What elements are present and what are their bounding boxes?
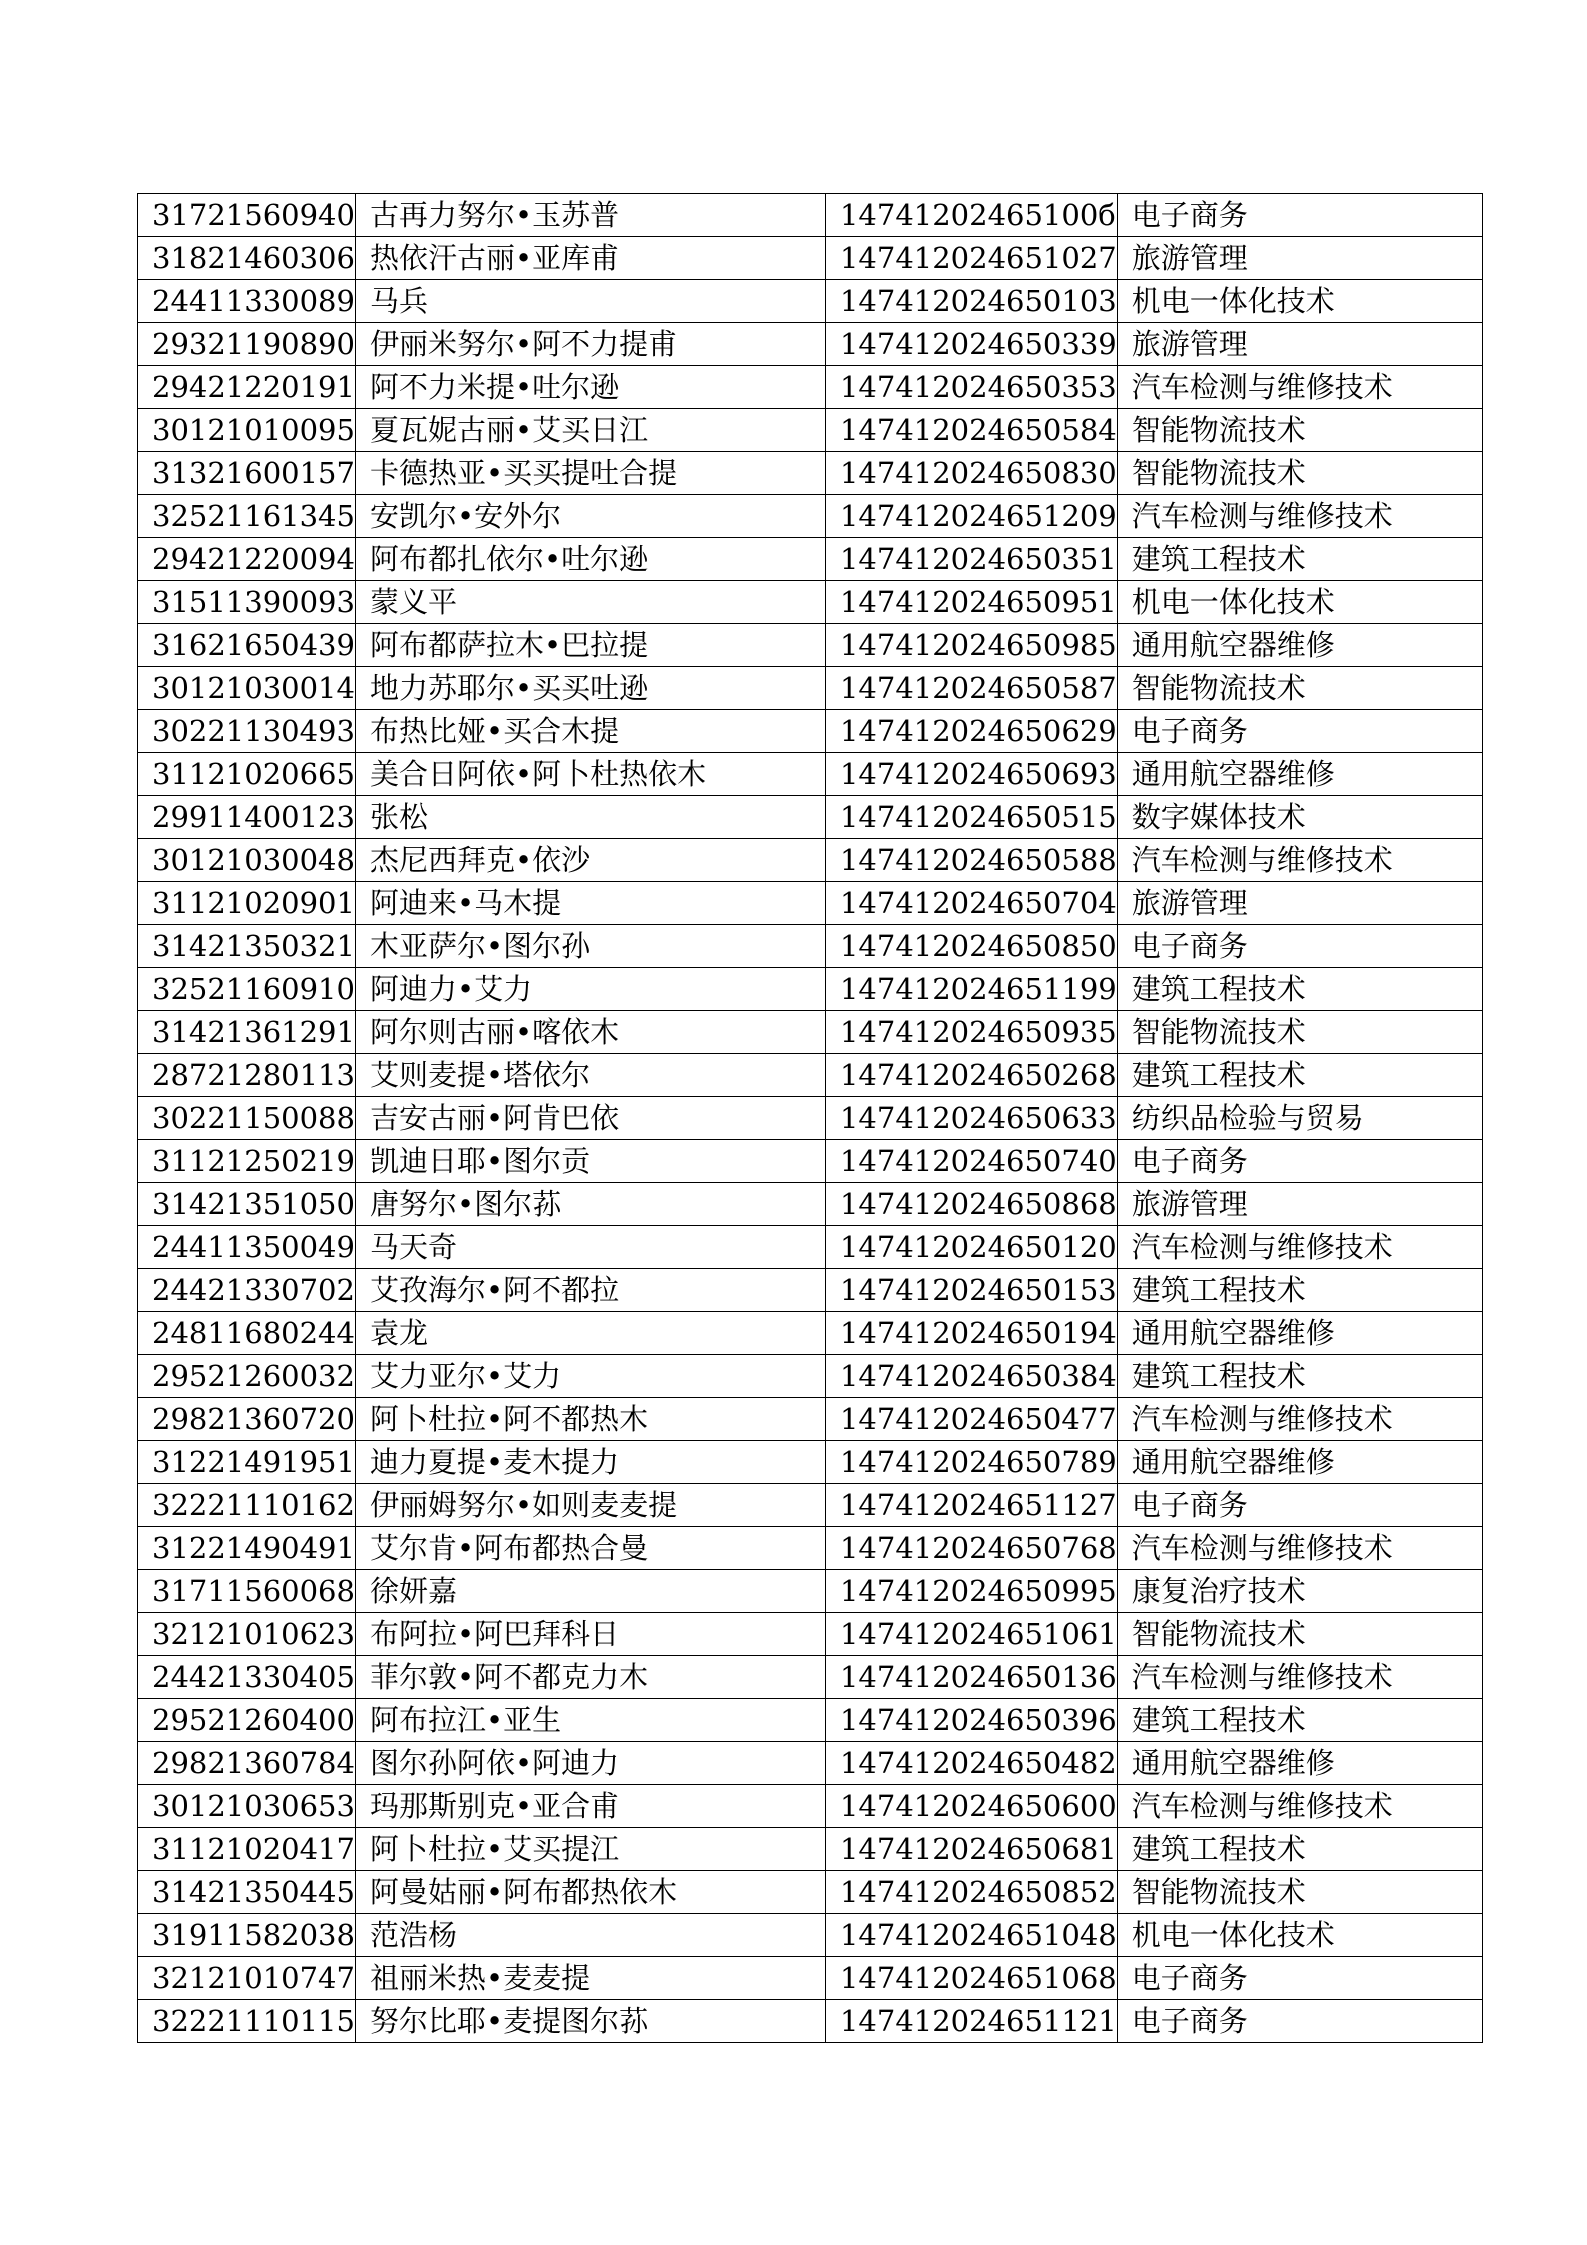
exam-number-cell: 24811680244 (138, 1312, 356, 1355)
table-row (138, 753, 1483, 796)
major-cell: 汽车检测与维修技术 (1117, 366, 1482, 409)
major-cell: 机电一体化技术 (1117, 581, 1482, 624)
major-cell: 智能物流技术 (1117, 667, 1482, 710)
table-row (138, 1441, 1483, 1484)
exam-number-cell: 28721280113 (138, 1054, 356, 1097)
table-row (138, 667, 1483, 710)
student-name-cell: 阿布都扎依尔•吐尔逊 (355, 538, 825, 581)
student-name-cell: 卡德热亚•买买提吐合提 (355, 452, 825, 495)
student-name-cell: 蒙义平 (355, 581, 825, 624)
major-cell: 智能物流技术 (1117, 452, 1482, 495)
admission-id-cell: 147412024650850 (825, 925, 1117, 968)
exam-number-cell: 31911582038 (138, 1914, 356, 1957)
exam-number-cell: 32521161345 (138, 495, 356, 538)
table-row (138, 2000, 1483, 2043)
student-name-cell: 迪力夏提•麦木提力 (355, 1441, 825, 1484)
admission-id-cell: 147412024650153 (825, 1269, 1117, 1312)
table-row (138, 409, 1483, 452)
table-row (138, 1871, 1483, 1914)
exam-number-cell: 31321600157 (138, 452, 356, 495)
exam-number-cell: 31221491951 (138, 1441, 356, 1484)
major-cell: 汽车检测与维修技术 (1117, 1656, 1482, 1699)
table-row (138, 1226, 1483, 1269)
exam-number-cell: 31511390093 (138, 581, 356, 624)
student-name-cell: 张松 (355, 796, 825, 839)
table-row (138, 1656, 1483, 1699)
table-row (138, 1828, 1483, 1871)
admission-table-body (138, 194, 1483, 2043)
student-name-cell: 徐妍嘉 (355, 1570, 825, 1613)
table-row (138, 1269, 1483, 1312)
exam-number-cell: 30221130493 (138, 710, 356, 753)
student-name-cell: 祖丽米热•麦麦提 (355, 1957, 825, 2000)
student-name-cell: 地力苏耶尔•买买吐逊 (355, 667, 825, 710)
student-name-cell: 马天奇 (355, 1226, 825, 1269)
table-row (138, 1140, 1483, 1183)
admission-id-cell: 147412024651048 (825, 1914, 1117, 1957)
exam-number-cell: 29521260032 (138, 1355, 356, 1398)
student-name-cell: 布热比娅•买合木提 (355, 710, 825, 753)
admission-id-cell: 147412024650587 (825, 667, 1117, 710)
admission-id-cell: 147412024650194 (825, 1312, 1117, 1355)
exam-number-cell: 30121010095 (138, 409, 356, 452)
admission-id-cell: 147412024650351 (825, 538, 1117, 581)
exam-number-cell: 31221490491 (138, 1527, 356, 1570)
exam-number-cell: 29911400123 (138, 796, 356, 839)
exam-number-cell: 30121030048 (138, 839, 356, 882)
table-row (138, 925, 1483, 968)
table-row (138, 581, 1483, 624)
table-row (138, 1914, 1483, 1957)
student-name-cell: 努尔比耶•麦提图尔荪 (355, 2000, 825, 2043)
table-row (138, 839, 1483, 882)
student-name-cell: 阿卜杜拉•艾买提江 (355, 1828, 825, 1871)
admission-id-cell: 147412024650768 (825, 1527, 1117, 1570)
student-name-cell: 阿卜杜拉•阿不都热木 (355, 1398, 825, 1441)
exam-number-cell: 24421330405 (138, 1656, 356, 1699)
major-cell: 数字媒体技术 (1117, 796, 1482, 839)
major-cell: 建筑工程技术 (1117, 1054, 1482, 1097)
major-cell: 汽车检测与维修技术 (1117, 1785, 1482, 1828)
table-row (138, 1785, 1483, 1828)
exam-number-cell: 31621650439 (138, 624, 356, 667)
admission-id-cell: 147412024650693 (825, 753, 1117, 796)
admission-id-cell: 147412024650985 (825, 624, 1117, 667)
admission-id-cell: 147412024650868 (825, 1183, 1117, 1226)
table-row (138, 1011, 1483, 1054)
major-cell: 建筑工程技术 (1117, 968, 1482, 1011)
admission-id-cell: 147412024650396 (825, 1699, 1117, 1742)
admission-id-cell: 147412024650103 (825, 280, 1117, 323)
admission-id-cell: 147412024650629 (825, 710, 1117, 753)
major-cell: 旅游管理 (1117, 1183, 1482, 1226)
exam-number-cell: 31421350321 (138, 925, 356, 968)
exam-number-cell: 31121020901 (138, 882, 356, 925)
admission-id-cell: 147412024650482 (825, 1742, 1117, 1785)
exam-number-cell: 24411330089 (138, 280, 356, 323)
table-row (138, 323, 1483, 366)
major-cell: 电子商务 (1117, 1957, 1482, 2000)
admission-id-cell: 147412024650339 (825, 323, 1117, 366)
exam-number-cell: 29421220094 (138, 538, 356, 581)
major-cell: 汽车检测与维修技术 (1117, 1527, 1482, 1570)
major-cell: 电子商务 (1117, 194, 1482, 237)
major-cell: 电子商务 (1117, 2000, 1482, 2043)
major-cell: 建筑工程技术 (1117, 538, 1482, 581)
table-row (138, 1398, 1483, 1441)
admission-id-cell: 147412024650704 (825, 882, 1117, 925)
admission-id-cell: 147412024650136 (825, 1656, 1117, 1699)
table-row (138, 237, 1483, 280)
major-cell: 汽车检测与维修技术 (1117, 495, 1482, 538)
exam-number-cell: 24411350049 (138, 1226, 356, 1269)
exam-number-cell: 24421330702 (138, 1269, 356, 1312)
major-cell: 电子商务 (1117, 925, 1482, 968)
table-row (138, 1527, 1483, 1570)
student-name-cell: 夏瓦妮古丽•艾买日江 (355, 409, 825, 452)
exam-number-cell: 32121010747 (138, 1957, 356, 2000)
admission-id-cell: 147412024651121 (825, 2000, 1117, 2043)
admission-id-cell: 147412024650515 (825, 796, 1117, 839)
exam-number-cell: 31121020417 (138, 1828, 356, 1871)
table-row (138, 1613, 1483, 1656)
admission-id-cell: 147412024650951 (825, 581, 1117, 624)
student-name-cell: 艾则麦提•塔依尔 (355, 1054, 825, 1097)
student-name-cell: 阿迪来•马木提 (355, 882, 825, 925)
major-cell: 通用航空器维修 (1117, 1312, 1482, 1355)
exam-number-cell: 31721560940 (138, 194, 356, 237)
exam-number-cell: 32521160910 (138, 968, 356, 1011)
table-row (138, 968, 1483, 1011)
exam-number-cell: 30121030653 (138, 1785, 356, 1828)
student-name-cell: 阿尔则古丽•喀依木 (355, 1011, 825, 1054)
student-name-cell: 唐努尔•图尔荪 (355, 1183, 825, 1226)
student-name-cell: 伊丽姆努尔•如则麦麦提 (355, 1484, 825, 1527)
student-name-cell: 吉安古丽•阿肯巴依 (355, 1097, 825, 1140)
admission-id-cell: 147412024650740 (825, 1140, 1117, 1183)
student-name-cell: 伊丽米努尔•阿不力提甫 (355, 323, 825, 366)
major-cell: 电子商务 (1117, 1484, 1482, 1527)
major-cell: 旅游管理 (1117, 323, 1482, 366)
exam-number-cell: 32221110115 (138, 2000, 356, 2043)
student-name-cell: 阿迪力•艾力 (355, 968, 825, 1011)
student-name-cell: 阿曼姑丽•阿布都热依木 (355, 1871, 825, 1914)
major-cell: 通用航空器维修 (1117, 1441, 1482, 1484)
major-cell: 旅游管理 (1117, 882, 1482, 925)
table-row (138, 280, 1483, 323)
admission-id-cell: 147412024650935 (825, 1011, 1117, 1054)
student-name-cell: 凯迪日耶•图尔贡 (355, 1140, 825, 1183)
exam-number-cell: 31121020665 (138, 753, 356, 796)
admission-id-cell: 147412024651127 (825, 1484, 1117, 1527)
exam-number-cell: 31121250219 (138, 1140, 356, 1183)
admission-id-cell: 147412024651199 (825, 968, 1117, 1011)
major-cell: 建筑工程技术 (1117, 1828, 1482, 1871)
admission-id-cell: 147412024650588 (825, 839, 1117, 882)
major-cell: 建筑工程技术 (1117, 1355, 1482, 1398)
student-name-cell: 艾孜海尔•阿不都拉 (355, 1269, 825, 1312)
admission-id-cell: 147412024650353 (825, 366, 1117, 409)
exam-number-cell: 29521260400 (138, 1699, 356, 1742)
student-name-cell: 图尔孙阿依•阿迪力 (355, 1742, 825, 1785)
admission-id-cell: 147412024650852 (825, 1871, 1117, 1914)
admission-id-cell: 147412024650477 (825, 1398, 1117, 1441)
admission-id-cell: 147412024650584 (825, 409, 1117, 452)
table-row (138, 1742, 1483, 1785)
table-row (138, 1183, 1483, 1226)
student-name-cell: 袁龙 (355, 1312, 825, 1355)
exam-number-cell: 31421351050 (138, 1183, 356, 1226)
table-row (138, 796, 1483, 839)
table-row (138, 452, 1483, 495)
admission-table (137, 193, 1483, 2043)
student-name-cell: 菲尔敦•阿不都克力木 (355, 1656, 825, 1699)
student-name-cell: 阿布拉江•亚生 (355, 1699, 825, 1742)
table-row (138, 1957, 1483, 2000)
admission-id-cell: 147412024650120 (825, 1226, 1117, 1269)
table-row (138, 495, 1483, 538)
exam-number-cell: 31421361291 (138, 1011, 356, 1054)
major-cell: 汽车检测与维修技术 (1117, 1226, 1482, 1269)
major-cell: 电子商务 (1117, 710, 1482, 753)
major-cell: 康复治疗技术 (1117, 1570, 1482, 1613)
major-cell: 建筑工程技术 (1117, 1269, 1482, 1312)
exam-number-cell: 31711560068 (138, 1570, 356, 1613)
student-name-cell: 玛那斯别克•亚合甫 (355, 1785, 825, 1828)
admission-id-cell: 147412024650384 (825, 1355, 1117, 1398)
table-row (138, 1484, 1483, 1527)
student-name-cell: 安凯尔•安外尔 (355, 495, 825, 538)
exam-number-cell: 31421350445 (138, 1871, 356, 1914)
admission-id-cell: 147412024650268 (825, 1054, 1117, 1097)
major-cell: 智能物流技术 (1117, 1613, 1482, 1656)
table-row (138, 710, 1483, 753)
major-cell: 机电一体化技术 (1117, 280, 1482, 323)
major-cell: 通用航空器维修 (1117, 753, 1482, 796)
student-name-cell: 木亚萨尔•图尔孙 (355, 925, 825, 968)
table-row (138, 194, 1483, 237)
table-row (138, 1097, 1483, 1140)
admission-id-cell: 147412024651061 (825, 1613, 1117, 1656)
major-cell: 纺织品检验与贸易 (1117, 1097, 1482, 1140)
student-name-cell: 范浩杨 (355, 1914, 825, 1957)
admission-id-cell: 147412024651209 (825, 495, 1117, 538)
major-cell: 智能物流技术 (1117, 409, 1482, 452)
student-name-cell: 热依汗古丽•亚库甫 (355, 237, 825, 280)
exam-number-cell: 30221150088 (138, 1097, 356, 1140)
major-cell: 建筑工程技术 (1117, 1699, 1482, 1742)
student-name-cell: 马兵 (355, 280, 825, 323)
table-row (138, 538, 1483, 581)
admission-id-cell: 147412024650789 (825, 1441, 1117, 1484)
student-name-cell: 艾尔肯•阿布都热合曼 (355, 1527, 825, 1570)
student-name-cell: 布阿拉•阿巴拜科日 (355, 1613, 825, 1656)
student-name-cell: 美合日阿依•阿卜杜热依木 (355, 753, 825, 796)
admission-id-cell: 147412024650681 (825, 1828, 1117, 1871)
major-cell: 机电一体化技术 (1117, 1914, 1482, 1957)
table-row (138, 624, 1483, 667)
student-name-cell: 古再力努尔•玉苏普 (355, 194, 825, 237)
exam-number-cell: 29421220191 (138, 366, 356, 409)
exam-number-cell: 31821460306 (138, 237, 356, 280)
student-name-cell: 阿布都萨拉木•巴拉提 (355, 624, 825, 667)
exam-number-cell: 30121030014 (138, 667, 356, 710)
admission-id-cell: 147412024650600 (825, 1785, 1117, 1828)
admission-id-cell: 14741202465100б (825, 194, 1117, 237)
major-cell: 汽车检测与维修技术 (1117, 839, 1482, 882)
admission-id-cell: 147412024651027 (825, 237, 1117, 280)
table-row (138, 882, 1483, 925)
table-row (138, 1054, 1483, 1097)
major-cell: 通用航空器维修 (1117, 624, 1482, 667)
table-row (138, 366, 1483, 409)
exam-number-cell: 29821360720 (138, 1398, 356, 1441)
student-name-cell: 阿不力米提•吐尔逊 (355, 366, 825, 409)
admission-id-cell: 147412024650633 (825, 1097, 1117, 1140)
admission-id-cell: 147412024651068 (825, 1957, 1117, 2000)
table-row (138, 1355, 1483, 1398)
exam-number-cell: 29321190890 (138, 323, 356, 366)
major-cell: 旅游管理 (1117, 237, 1482, 280)
table-row (138, 1312, 1483, 1355)
admission-id-cell: 147412024650995 (825, 1570, 1117, 1613)
student-name-cell: 杰尼西拜克•依沙 (355, 839, 825, 882)
table-row (138, 1699, 1483, 1742)
major-cell: 汽车检测与维修技术 (1117, 1398, 1482, 1441)
major-cell: 智能物流技术 (1117, 1011, 1482, 1054)
table-row (138, 1570, 1483, 1613)
exam-number-cell: 32221110162 (138, 1484, 356, 1527)
major-cell: 通用航空器维修 (1117, 1742, 1482, 1785)
admission-id-cell: 147412024650830 (825, 452, 1117, 495)
exam-number-cell: 32121010623 (138, 1613, 356, 1656)
exam-number-cell: 29821360784 (138, 1742, 356, 1785)
major-cell: 智能物流技术 (1117, 1871, 1482, 1914)
student-name-cell: 艾力亚尔•艾力 (355, 1355, 825, 1398)
major-cell: 电子商务 (1117, 1140, 1482, 1183)
